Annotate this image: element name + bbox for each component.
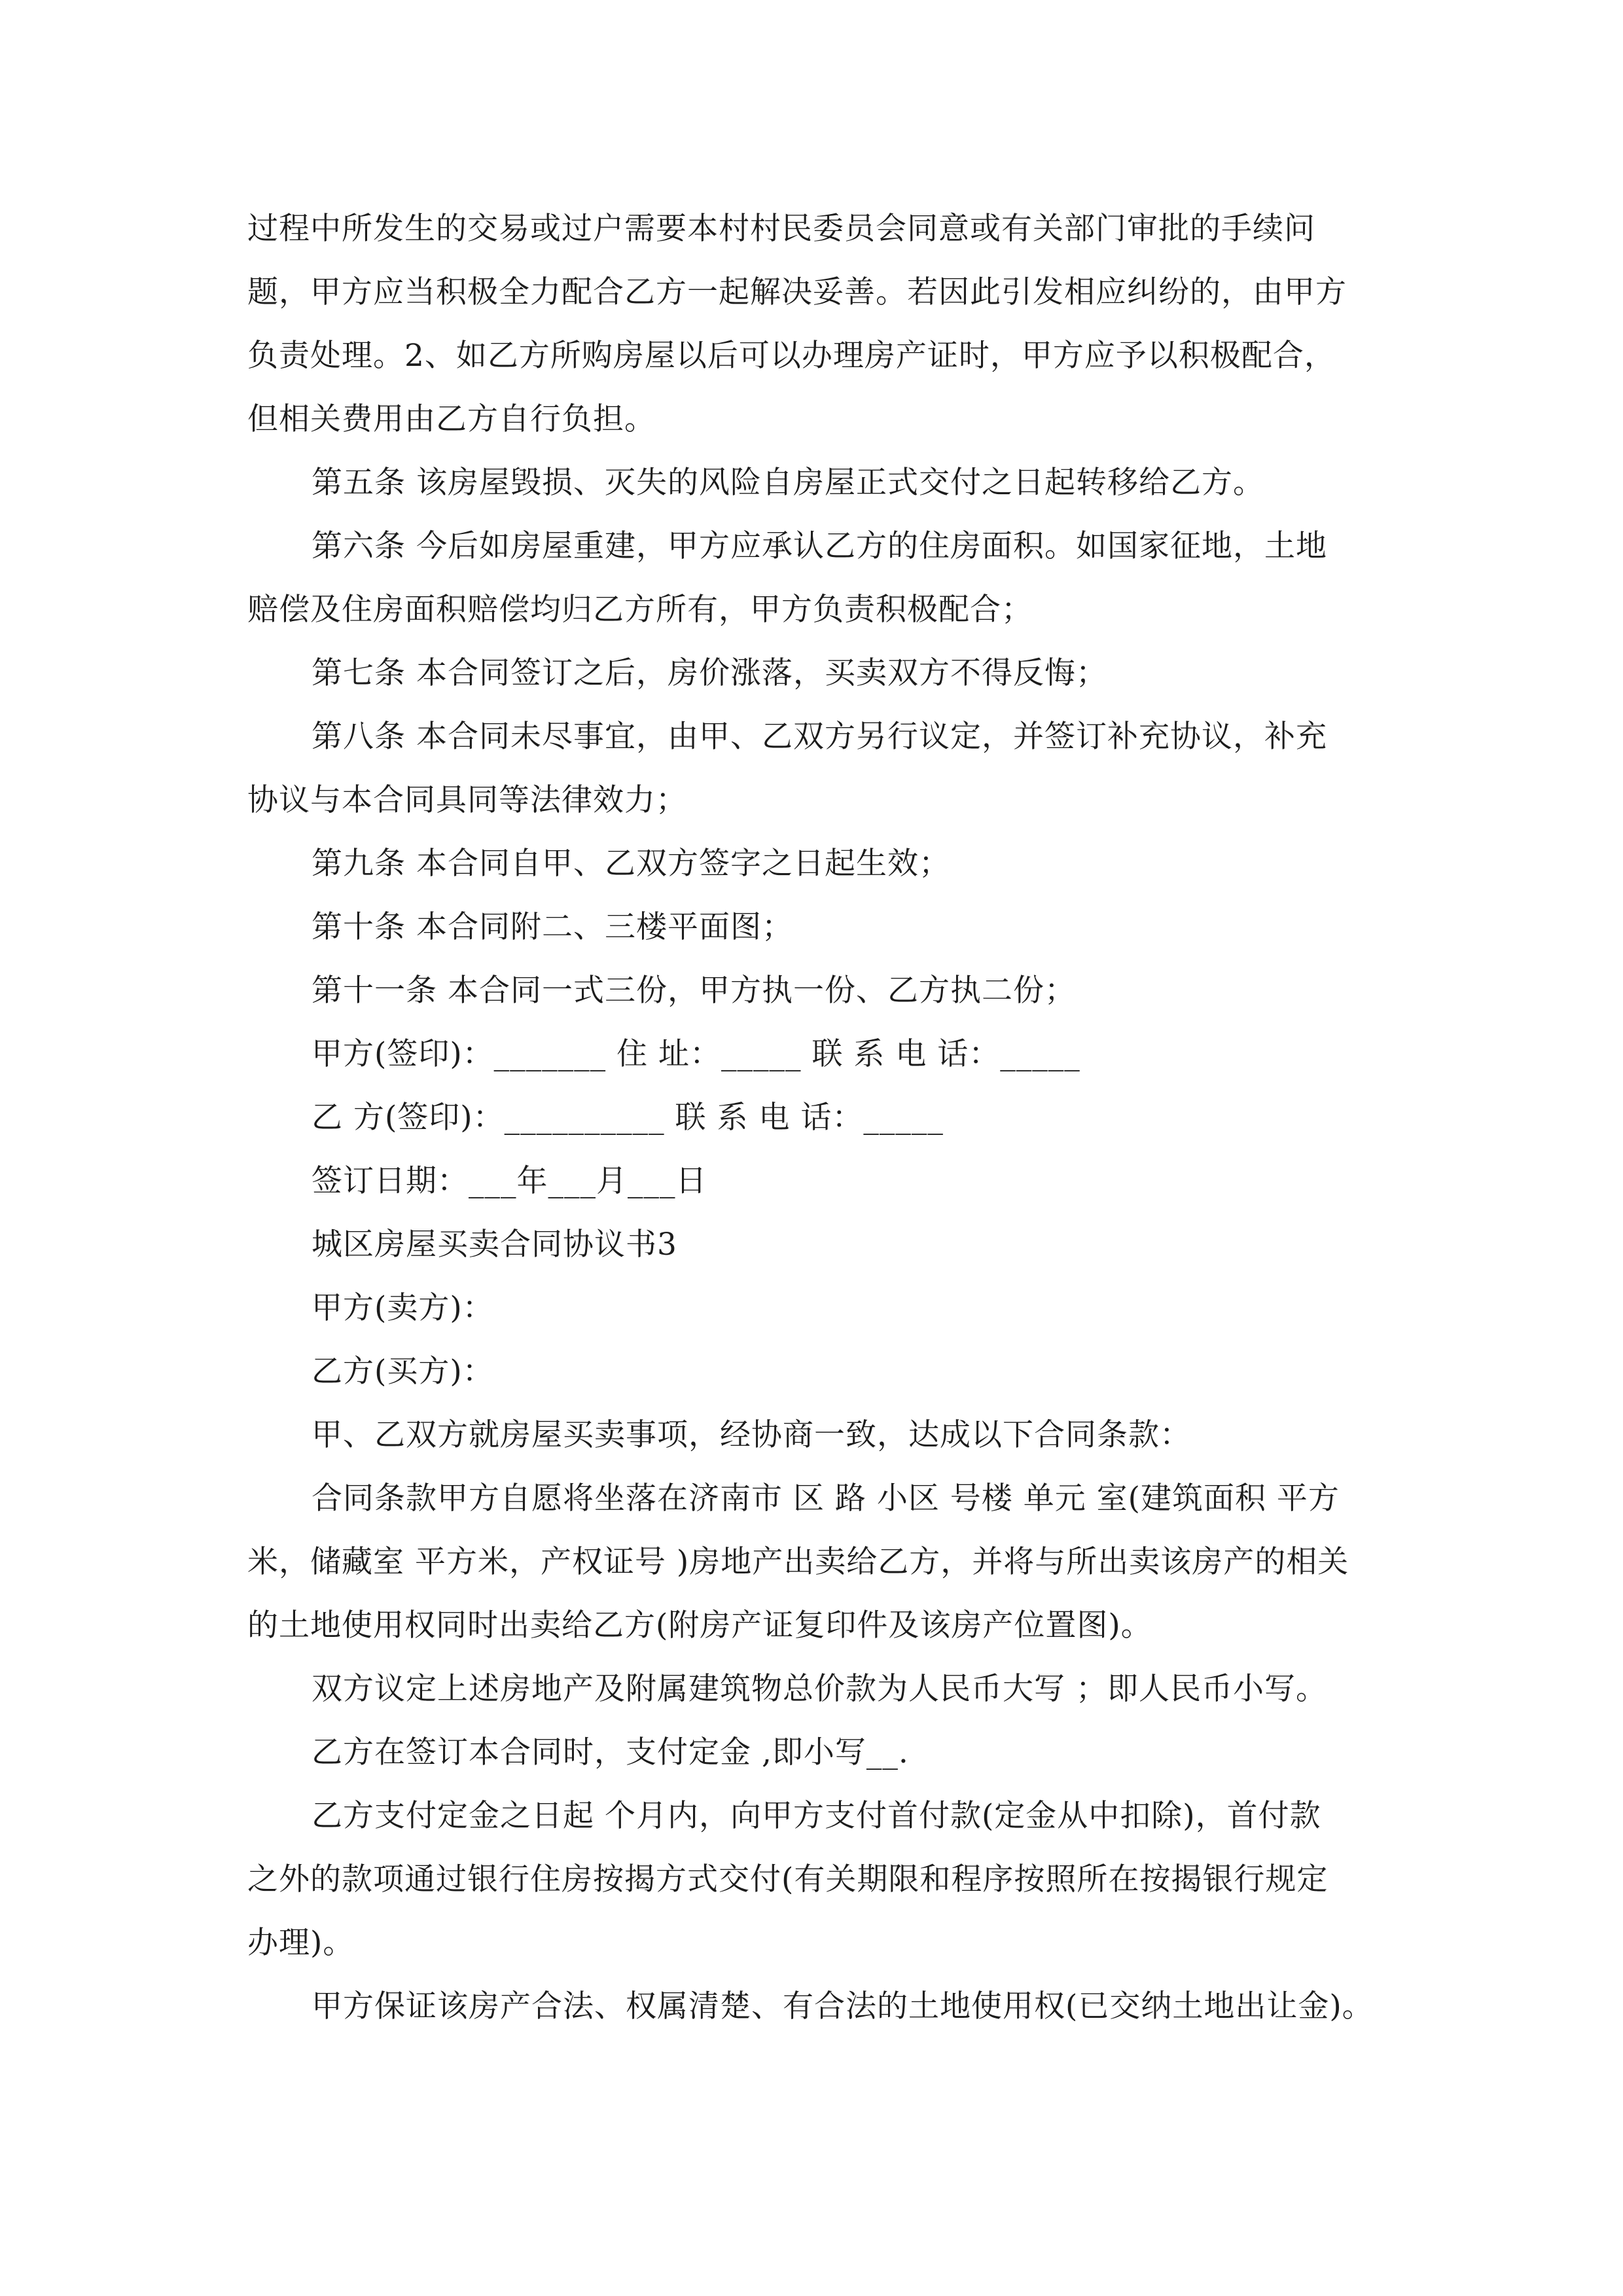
article-6: 第六条 今后如房屋重建，甲方应承认乙方的住房面积。如国家征地，土地: [312, 528, 1327, 564]
text-line: 赔偿及住房面积赔偿均归乙方所有，甲方负责积极配合；: [247, 592, 1033, 628]
text-line: 题，甲方应当积极全力配合乙方一起解决妥善。若因此引发相应纠纷的，由甲方: [247, 274, 1347, 310]
section-title: 城区房屋买卖合同协议书3: [312, 1227, 677, 1263]
party-b-signature-line: 乙 方(签印)：__________ 联 系 电 话：_____: [312, 1100, 944, 1136]
text-line: 合同条款甲方自愿将坐落在济南市 区 路 小区 号楼 单元 室(建筑面积 平方: [312, 1480, 1340, 1516]
text-line: 过程中所发生的交易或过户需要本村村民委员会同意或有关部门审批的手续问: [247, 211, 1315, 247]
party-a-seller: 甲方(卖方)：: [312, 1290, 494, 1326]
text-line: 协议与本合同具同等法律效力；: [247, 782, 687, 818]
article-10: 第十条 本合同附二、三楼平面图；: [312, 909, 793, 945]
article-9: 第九条 本合同自甲、乙双方签字之日起生效；: [312, 846, 950, 882]
text-line: 甲、乙双方就房屋买卖事项，经协商一致，达成以下合同条款：: [312, 1417, 1191, 1453]
text-line: 米，储藏室 平方米，产权证号 )房地产出卖给乙方，并将与所出卖该房产的相关: [247, 1544, 1349, 1580]
party-a-signature-line: 甲方(签印)：_______ 住 址：_____ 联 系 电 话：_____: [312, 1036, 1080, 1072]
text-line: 负责处理。2、如乙方所购房屋以后可以办理房产证时，甲方应予以积极配合，: [247, 338, 1336, 374]
text-line: 的土地使用权同时出卖给乙方(附房产证复印件及该房产位置图)。: [247, 1607, 1152, 1643]
signing-date-line: 签订日期：___年___月___日: [312, 1163, 707, 1199]
article-8: 第八条 本合同未尽事宜，由甲、乙双方另行议定，并签订补充协议，补充: [312, 719, 1327, 755]
article-7: 第七条 本合同签订之后，房价涨落，买卖双方不得反悔；: [312, 655, 1107, 691]
text-line: 双方议定上述房地产及附属建筑物总价款为人民币大写 ；即人民币小写。: [312, 1671, 1327, 1707]
text-line: 之外的款项通过银行住房按揭方式交付(有关期限和程序按照所在按揭银行规定: [247, 1861, 1329, 1897]
text-line: 办理)。: [247, 1925, 355, 1961]
text-line: 乙方支付定金之日起 个月内，向甲方支付首付款(定金从中扣除)，首付款: [312, 1798, 1321, 1834]
text-line: 乙方在签订本合同时，支付定金 ,即小写__.: [312, 1734, 909, 1770]
article-11: 第十一条 本合同一式三份，甲方执一份、乙方执二份；: [312, 973, 1076, 1009]
party-b-buyer: 乙方(买方)：: [312, 1354, 494, 1390]
text-line: 甲方保证该房产合法、权属清楚、有合法的土地使用权(已交纳土地出让金)。: [312, 1988, 1374, 2024]
article-5: 第五条 该房屋毁损、灭失的风险自房屋正式交付之日起转移给乙方。: [312, 465, 1264, 501]
text-line: 但相关费用由乙方自行负担。: [247, 401, 656, 437]
